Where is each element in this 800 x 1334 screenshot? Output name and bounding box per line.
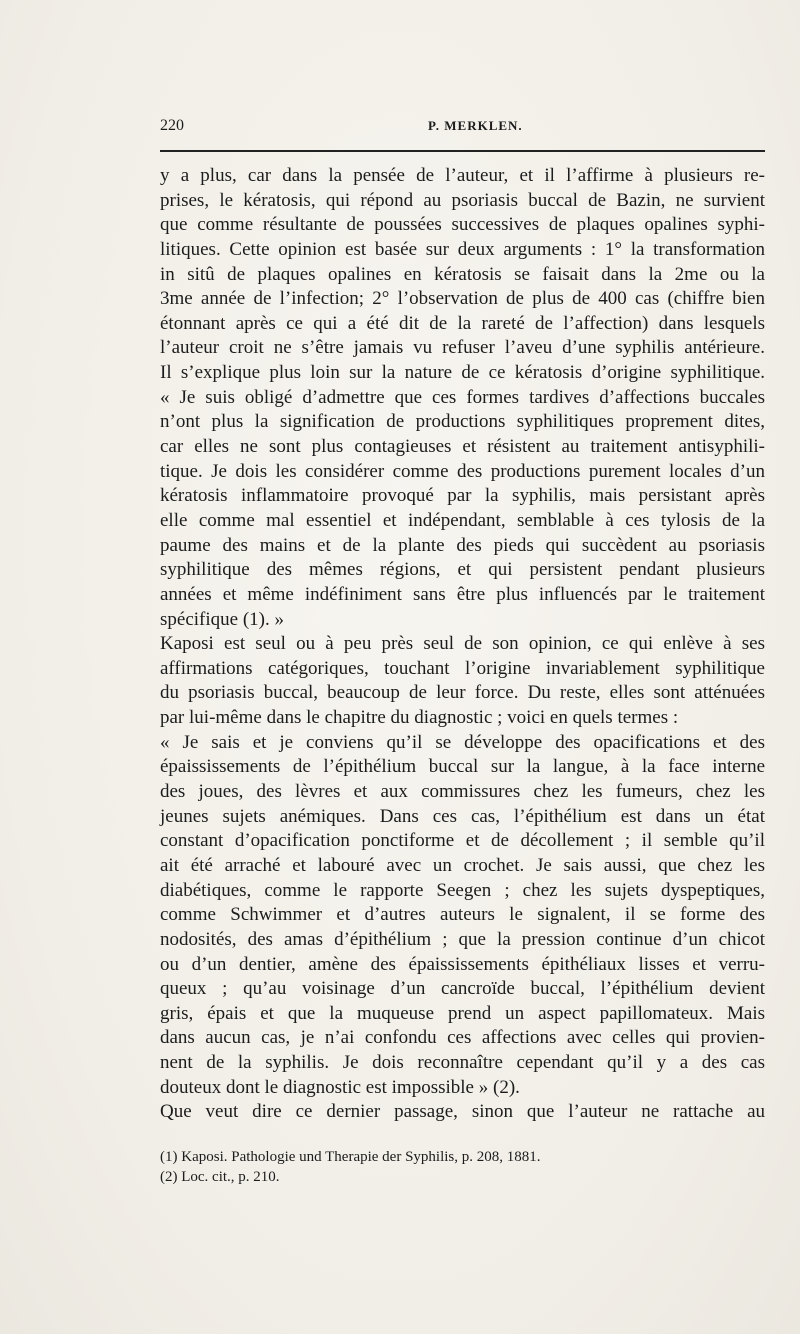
page-header (160, 117, 765, 139)
text-line: elle comme mal essentiel et indépendant, semblable à ces tylosis de la (160, 509, 765, 531)
text-line: prises, le kératosis, qui répond au psoriasis buccal de Bazin, ne survient (160, 189, 765, 211)
text-line: années et même indéfiniment sans être plus influencés par le traitement (160, 583, 765, 605)
page-number: 220 (160, 117, 184, 134)
body-text (160, 164, 765, 1125)
text-line: nodosités, des amas d’épithélium ; que la pression continue d’un chicot (160, 928, 765, 950)
text-line: par lui-même dans le chapitre du diagnostic ; voici en quels termes : (160, 707, 679, 729)
text-line: douteux dont le diagnostic est impossible » (2). (160, 1076, 520, 1098)
text-line: nent de la syphilis. Je dois reconnaître cependant qu’il y a des cas (160, 1052, 765, 1074)
text-line: spécifique (1). » (160, 608, 284, 630)
text-line: constant d’opacification ponctiforme et de décollement ; il semble qu’il (160, 830, 765, 852)
text-line: comme Schwimmer et d’autres auteurs le signalent, il se forme des (160, 904, 765, 926)
text-line: « Je suis obligé d’admettre que ces formes tardives d’affections buccales (160, 386, 765, 408)
running-head: P. MERKLEN. (428, 118, 523, 133)
text-line: l’auteur croit ne s’être jamais vu refuser l’aveu d’une syphilis antérieure. (160, 337, 765, 359)
text-line: gris, épais et que la muqueuse prend un aspect papillomateux. Mais (160, 1002, 765, 1024)
text-line: litiques. Cette opinion est basée sur deux arguments : 1° la transformation (160, 238, 765, 260)
text-line: que comme résultante de poussées successives de plaques opalines syphi- (160, 214, 765, 236)
text-line: Que veut dire ce dernier passage, sinon que l’auteur ne rattache au (160, 1101, 765, 1123)
text-line: étonnant après ce qui a été dit de la rareté de l’affection) dans lesquels (160, 312, 765, 334)
text-line: paume des mains et de la plante des pieds qui succèdent au psoriasis (160, 534, 765, 556)
text-line: Kaposi est seul ou à peu près seul de son opinion, ce qui enlève à ses (160, 633, 765, 655)
text-line: kératosis inflammatoire provoqué par la syphilis, mais persistant après (160, 485, 765, 507)
text-line: « Je sais et je conviens qu’il se développe des opacifications et des (160, 731, 765, 753)
text-line: n’ont plus la signification de productions syphilitiques proprement dites, (160, 411, 765, 433)
text-line: in sitû de plaques opalines en kératosis se faisait dans la 2me ou la (160, 263, 765, 285)
text-line: car elles ne sont plus contagieuses et résistent au traitement antisyphili- (160, 436, 765, 458)
text-line: queux ; qu’au voisinage d’un cancroïde buccal, l’épithélium devient (160, 978, 765, 1000)
text-line: 3me année de l’infection; 2° l’observation de plus de 400 cas (chiffre bien (160, 288, 765, 310)
text-line: dans aucun cas, je n’ai confondu ces affections avec celles qui provien- (160, 1027, 765, 1049)
footnote: (1) Kaposi. Pathologie und Therapie der Syphilis, p. 208, 1881. (160, 1149, 541, 1165)
text-line: diabétiques, comme le rapporte Seegen ; chez les sujets dyspeptiques, (160, 879, 765, 901)
text-line: épaississements de l’épithélium buccal sur la langue, à la face interne (160, 756, 765, 778)
footnotes (160, 1147, 765, 1187)
text-line: du psoriasis buccal, beaucoup de leur force. Du reste, elles sont atténuées (160, 682, 765, 704)
text-line: des joues, des lèvres et aux commissures chez les fumeurs, chez les (160, 781, 765, 803)
text-line: tique. Je dois les considérer comme des productions purement locales d’un (160, 460, 765, 482)
text-line: syphilitique des mêmes régions, et qui persistent pendant plusieurs (160, 559, 765, 581)
text-line: ait été arraché et labouré avec un crochet. Je sais aussi, que chez les (160, 854, 765, 876)
text-line: y a plus, car dans la pensée de l’auteur, et il l’affirme à plusieurs re- (160, 165, 765, 186)
header-rule (160, 150, 765, 152)
text-line: affirmations catégoriques, touchant l’origine invariablement syphilitique (160, 657, 765, 679)
text-line: jeunes sujets anémiques. Dans ces cas, l’épithélium est dans un état (160, 805, 765, 827)
footnote: (2) Loc. cit., p. 210. (160, 1169, 280, 1185)
text-line: ou d’un dentier, amène des épaississements épithéliaux lisses et verru- (160, 953, 765, 975)
text-line: Il s’explique plus loin sur la nature de ce kératosis d’origine syphilitique. (160, 362, 765, 384)
